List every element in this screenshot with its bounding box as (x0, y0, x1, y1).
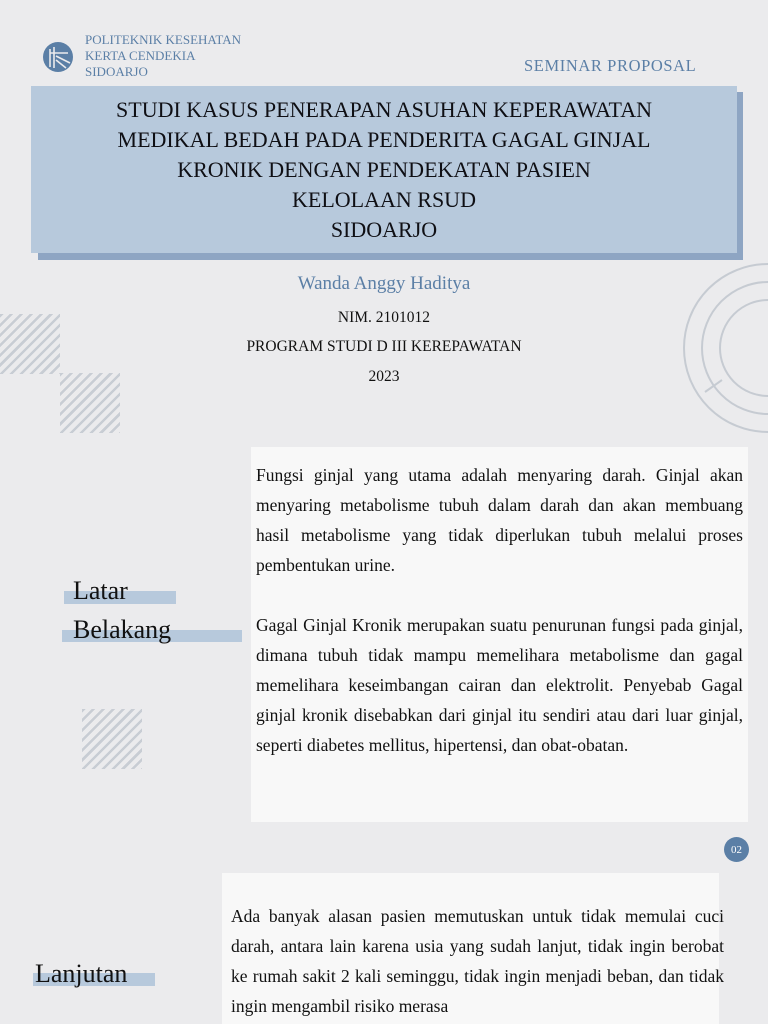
decorative-stripes-3 (82, 709, 142, 769)
title-line-1: STUDI KASUS PENERAPAN ASUHAN KEPERAWATAN (116, 96, 652, 122)
decorative-stripes-1 (0, 314, 60, 374)
seminar-label: SEMINAR PROPOSAL (524, 56, 697, 75)
decorative-stripes-2 (60, 373, 120, 433)
year: 2023 (368, 368, 400, 385)
decorative-circles-icon (660, 258, 768, 438)
institution-logo-icon (42, 41, 74, 73)
title-line-5: SIDOARJO (330, 216, 438, 242)
study-program: PROGRAM STUDI D III KEREPAWATAN (246, 338, 522, 355)
author-name: Wanda Anggy Haditya (297, 273, 471, 294)
title-box (31, 86, 737, 253)
page-number-badge: 02 (724, 837, 749, 862)
heading-latar: Latar (73, 576, 128, 605)
institution-line-3: SIDOARJO (85, 64, 148, 79)
heading-belakang: Belakang (73, 615, 172, 644)
institution-name (85, 32, 241, 80)
title-line-3: KRONIK DENGAN PENDEKATAN PASIEN (177, 156, 591, 182)
institution-line-2: KERTA CENDEKIA (85, 48, 196, 63)
title-line-2: MEDIKAL BEDAH PADA PENDERITA GAGAL GINJAL (117, 126, 651, 152)
paragraph-kidney-function: Fungsi ginjal yang utama adalah menyaring darah. Ginjal akan menyaring metabolisme tubuh dalam darah dan akan membuang hasil metabolisme yang tidak diperlukan tubuh melalui proses pembentukan urine. (256, 465, 743, 575)
paragraph-dialysis-reasons: Ada banyak alasan pasien memutuskan untuk tidak memulai cuci darah, antara lain karena usia yang sudah lanjut, tidak ingin berobat ke rumah sakit 2 kali seminggu, tidak ingin menjadi beban, dan tidak ingin mengambil risiko merasa (231, 906, 724, 1016)
paragraph-ckd-definition: Gagal Ginjal Kronik merupakan suatu penurunan fungsi pada ginjal, dimana tubuh tidak mampu memelihara metabolisme dan gagal memelihara keseimbangan cairan dan elektrolit. Penyebab Gagal ginjal kronik disebabkan dari ginjal itu sendiri atau dari luar ginjal, seperti diabetes mellitus, hipertensi, dan obat-obatan. (256, 615, 743, 755)
title-line-4: KELOLAAN RSUD (292, 186, 476, 212)
author-nim: NIM. 2101012 (337, 309, 431, 326)
institution-line-1: POLITEKNIK KESEHATAN (85, 32, 242, 47)
heading-lanjutan: Lanjutan (35, 959, 128, 988)
